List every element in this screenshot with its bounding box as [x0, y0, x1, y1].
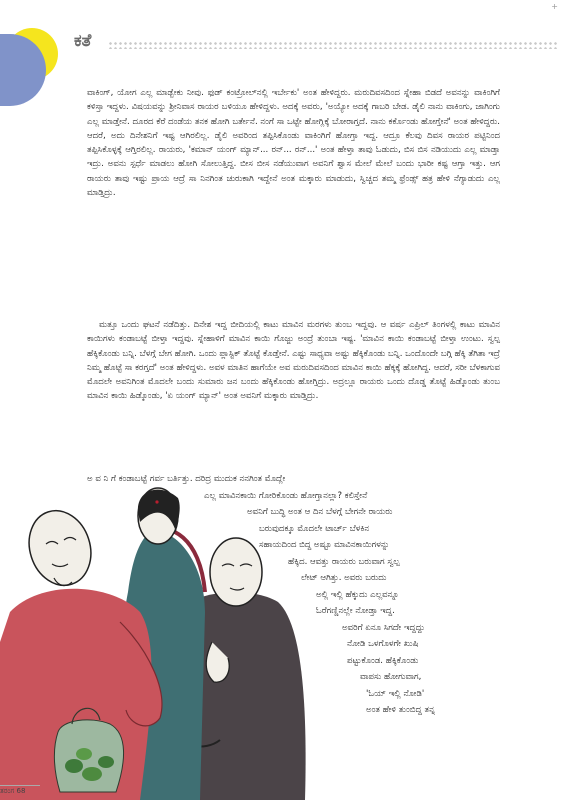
mango	[82, 767, 102, 781]
paragraph-2: ಮತ್ತೂ ಒಂದು ಘಟನೆ ನಡೆದಿತ್ತು. ದಿನೇಶ ಇದ್ದ ಬೀದಿಯಲ್ಲಿ ಕಾಟು ಮಾವಿನ ಮರಗಳು ತುಂಬ ಇದ್ದವು. ಆ ವರ್ಷ ಎಪ್ರಿಲ್ ತಿಂಗಳಲ್ಲಿ ಕಾಟು ಮಾವಿನ ಕಾಯಿಗಳು ಕಂಡಾಬಟ್ಟೆ ಬೀಳ್ತಾ ಇದ್ದವು. ಸ್ನೇಹಾಳಿಗೆ ಮಾವಿನ ಕಾಯಿ ಗೊಜ್ಜು ಅಂದ್ರೆ ತುಂಬಾ ಇಷ್ಟ. 'ಮಾವಿನ ಕಾಯಿ ಕಂಡಾಬಟ್ಟೆ ಬೀಳ್ತಾ ಉಂಟು. ಸ್ವಲ್ಪ ಹೆಕ್ಕಿಕೊಂಡು ಬನ್ನಿ. ಬೆಳಗ್ಗೆ ಬೇಗ ಹೋಗಿ. ಒಂದು ಪ್ಲಾಸ್ಟಿಕ್ ತೊಟ್ಟೆ ಕೊಡ್ತೇನೆ. ಎಷ್ಟು ಸಾಧ್ಯವಾ ಅಷ್ಟು ಹೆಕ್ಕಿಕೊಂಡು ಬನ್ನಿ. ಒಂದೊಂದೇ ಬಗ್ಗಿ ಹೆಕ್ಕಿ ತೆಗಿತಾ ಇದ್ರೆ ನಿಮ್ಮ ಹೊಟ್ಟೆ ಸಾ ಕರಗ್ತದೆ' ಅಂತ ಹೇಳಿದ್ದಳು. ಅವಳ ಮಾತಿನ ಹಾಗೆಯೇ ಅವ ಮರುದಿವಸದಿಂದ ಮಾವಿನ ಕಾಯಿ ಹೆಕ್ಕಕ್ಕೆ ಹೋಗಿದ್ದ. ಆದರೆ, ಸರೀ ಬೆಳಕಾಗುವ ಮೊದಲೇ ಅವನಿಗಿಂತ ಮೊದಲೇ ಬಂದು ಸುಮಾರು ಜನ ಬಂದು ಹೆಕ್ಕಿಕೊಂಡು ಹೋಗ್ತಿದ್ರು. ಅದ್ರಲ್ಲೂ ರಾಯರು ಒಂದು ದೊಡ್ಡ ತೊಟ್ಟೆ ಹಿಡ್ಕೊಂಡು ತುಂಬ ಮಾವಿನ ಕಾಯಿ ಹಿಡ್ಕೊಂಡು, 'ಏ ಯಂಗ್ ಮ್ಯಾನ್' ಅಂತ ಅವನಿಗೆ ಮಕ್ಕಾರು ಮಾಡ್ತಿದ್ರು.	[87, 320, 500, 402]
wrap-line: ಅಲ್ಲಿ ಇಲ್ಲಿ ಹೆಕ್ಕುದು ಎಲ್ಲವನ್ನೂ	[316, 590, 400, 600]
mango	[76, 748, 92, 760]
footer-rule	[0, 785, 40, 786]
wrap-line: ಎಲ್ಲ ಮಾವಿನಕಾಯಿ ಗೋರಿಕೊಂಡು ಹೋಗ್ತಾನಲ್ಲಾ? ಕಲಿಸ್ತೇನೆ	[204, 491, 368, 501]
wrap-line: ಲೇಟ್ ಆಗಿತ್ತು. ಅವರು ಬರುದು	[301, 573, 387, 583]
wrap-line: ಪಟ್ಟುಕೊಂಡ. ಹೆಕ್ಕಿಕೊಂಡು	[347, 656, 419, 666]
wrap-line: ವಾಪಸು ಹೋಗುವಾಗ,	[360, 672, 422, 682]
wrap-line: ಅವರಿಗೆ ಏನೂ ಸಿಗದೇ ಇದ್ದದ್ದು	[342, 623, 425, 633]
section-title: ಕತೆ	[74, 31, 92, 51]
wrap-line: ನೋಡಿ ಒಳಗೊಳಗೇ ಖುಷಿ	[347, 639, 419, 649]
wrap-line: ಸಹಾಯದಿಂದ ಬಿದ್ದ ಅಷ್ಟೂ ಮಾವಿನಕಾಯಿಗಳನ್ನು	[259, 540, 390, 550]
footer-publication: ತರಂಗ 68	[0, 787, 26, 795]
mango	[98, 756, 114, 768]
corner-crop-mark: +	[551, 2, 558, 11]
old-man-head	[20, 503, 101, 594]
bald-man-head	[210, 538, 262, 606]
mango	[65, 759, 83, 773]
paragraph-1: ವಾಕಿಂಗ್, ಯೋಗ ಎಲ್ಲ ಮಾಡ್ಬೇಕು ನೀವು. ಫುಡ್ ಕಂಟ್ರೋಲ್‌ನಲ್ಲಿ ಇರ್ಬೇಕು' ಅಂತ ಹೇಳಿದ್ದರು. ಮರುದಿವಸದಿಂದ ಸ್ನೇಹಾ ಬಿಡದೆ ಅವನನ್ನು ವಾಕಿಂಗಿಗೆ ಕಳಿಸ್ತಾ ಇದ್ದಳು. ವಿಷಯವನ್ನು ಶ್ರೀನಿವಾಸ ರಾಯರ ಬಳಿಯೂ ಹೇಳಿದ್ದಳು. ಅದಕ್ಕೆ ಅವರು, 'ಅಯ್ಯೋ ಅದಕ್ಕೆ ಗಾಬರಿ ಬೇಡ. ಡೈಲಿ ನಾನು ವಾಕಿಂಗು, ಜಾಗಿಂಗು ಎಲ್ಲ ಮಾಡ್ತೇನೆ. ದೂರದ ಕೆರೆ ದಂಡೆಯ ತನಕ ಹೋಗಿ ಬರ್ತೇನೆ. ನಂಗೆ ಸಾ ಒಟ್ಟೇ ಹೋಗ್ಲಿಕ್ಕೆ ಬೋರಾಗ್ತದೆ. ನಾನು ಕರ್ಕೊಂಡು ಹೋಗ್ತೇನೆ' ಅಂತ ಹೇಳಿದ್ದರು. ಆದರೆ, ಅದು ದಿನೇಶನಿಗೆ ಇಷ್ಟ ಆಗಿರಲಿಲ್ಲ. ಡೈಲಿ ಅವರಿಂದ ತಪ್ಪಿಸಿಕೊಂಡು ವಾಕಿಂಗಿಗೆ ಹೋಗ್ತಾ ಇದ್ದ. ಆದ್ರೂ ಕೆಲವು ದಿವಸ ರಾಯರ ಪಟ್ಟಿನಿಂದ ತಪ್ಪಿಸಿಕೊಳ್ಳಕ್ಕೆ ಆಗ್ತಿರಲಿಲ್ಲ. ರಾಯರು, 'ಕಮಾನ್ ಯಂಗ್ ಮ್ಯಾನ್... ರನ್... ರನ್...' ಅಂತ ಹೇಳ್ತಾ ತಾವು ಓಡುದು, ಬಿಸ ಬಿಸ ನಡಿಯುದು ಎಲ್ಲ ಮಾಡ್ತಾ ಇದ್ರು. ಅವನು ಸ್ಪರ್ಧೆ ಮಾಡಲು ಹೋಗಿ ಸೋಲುತ್ತಿದ್ದ. ಬೀಸ ಬೀಸ ನಡೆಯುವಾಗ ಅವನಿಗೆ ಶ್ವಾಸ ಮೇಲೆ ಮೇಲೆ ಬಂದು ಭಾರೀ ಕಷ್ಟ ಆಗ್ತಾ ಇತ್ತು. ಆಗ ರಾಯರು ತಾವು ಇಷ್ಟು ಪ್ರಾಯ ಆದ್ರೆ ಸಾ ನಿನಗಿಂತ ಚುರುಕಾಗಿ ಇದ್ದೇನೆ ಅಂತ ಮಕ್ಕಾರು ಮಾಡುದು, ಸ್ವಿಚ್ಚದ ತಮ್ಮ ಫ್ರೆಂಡ್ಸ್ ಹತ್ರ ಹೇಳಿ ನೆಗ್ಯಾಡುದು ಎಲ್ಲ ಮಾಡ್ತಿದ್ರು.	[87, 88, 500, 199]
header-dotted-rule	[108, 41, 558, 49]
wrap-line: 'ಓಯ್ ಇಲ್ಲಿ ನೋಡಿ'	[366, 689, 425, 699]
wrap-line: ಅವನಿಗೆ ಬುದ್ಧಿ ಅಂತ ಆ ದಿನ ಬೆಳಗ್ಗೆ ಬೇಗನೇ ರಾಯರು	[247, 507, 393, 517]
story-illustration	[0, 462, 310, 800]
wrap-line: ಓರೆಗಣ್ಣಿನಲ್ಲೇ ನೋಡ್ತಾ ಇದ್ದ.	[316, 606, 395, 616]
bindi	[155, 500, 158, 503]
wrap-line: ಅ ವ ನಿ ಗೆ ಕಂಡಾಬಟ್ಟೆ ಗರ್ವ ಬರ್ತಿತ್ತು. ದರಿದ್ರ ಮುದುಕ ನನಗಿಂತ ಮೊದ್ಲೇ	[87, 474, 286, 484]
wrap-line: ಹೆಕ್ಕಿದ. ಆವತ್ತು ರಾಯರು ಬರುವಾಗ ಸ್ವಲ್ಪ	[288, 557, 400, 567]
wrap-line: ಅಂತ ಹೇಳಿ ತುಂಬಿದ್ದ ತನ್ನ	[366, 705, 435, 715]
wrap-line: ಬರುವುದಕ್ಕೂ ಮೊದಲೇ ಟಾರ್ಚ್ ಬೆಳಕಿನ	[259, 524, 370, 534]
